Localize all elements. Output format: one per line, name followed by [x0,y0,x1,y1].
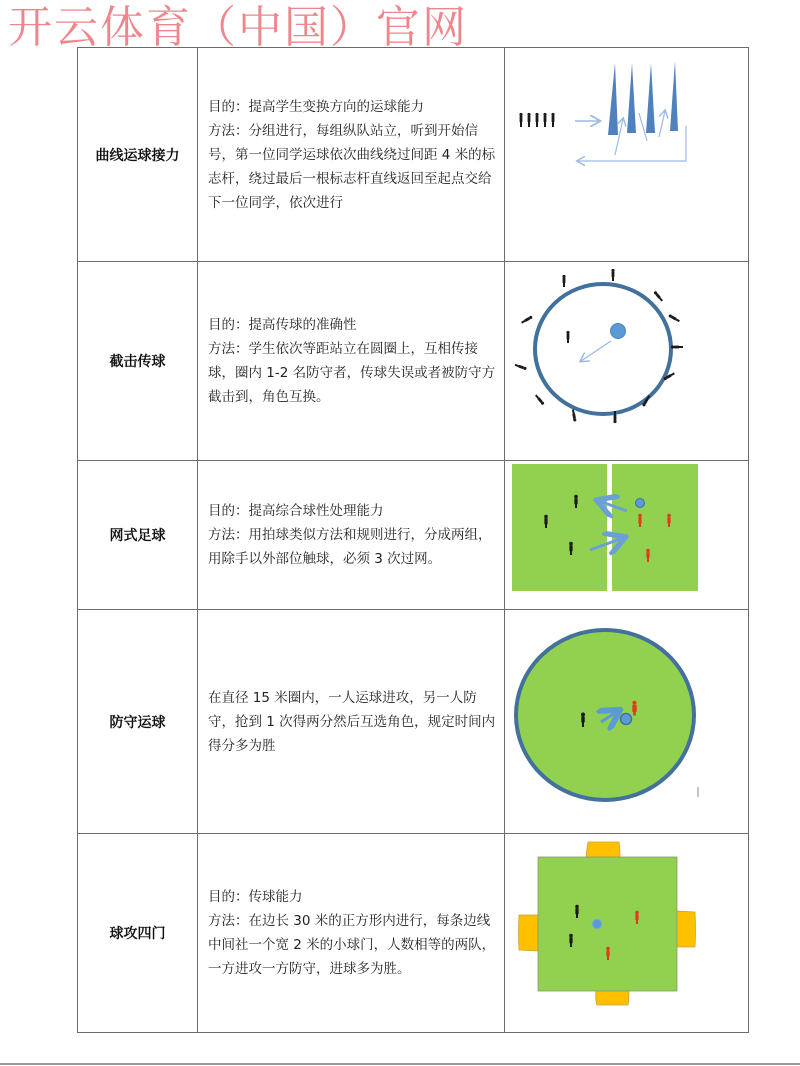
passing-circle-diagram [505,263,748,460]
drill-description [198,461,505,610]
ball-icon [593,919,602,928]
table-row [78,262,749,461]
ball-icon [611,323,626,338]
court-right [612,464,698,591]
ball-icon [621,713,632,724]
table-row [78,461,749,610]
drill-diagram [505,461,749,610]
drill-name: 球攻四门 [78,834,198,1033]
drill-name: 防守运球 [78,610,198,834]
drill-description [198,48,505,262]
drill-description [198,610,505,834]
drill-purpose: 目的：提高学生变换方向的运球能力 [208,98,424,115]
player-queue-icon [519,112,554,126]
drill-method: 方法：用拍球类似方法和规则进行，分成两组，用除手以外部位触球，必须 3 次过网。 [208,527,492,567]
drill-description [198,834,505,1033]
circle-field [516,630,694,800]
drill-diagram [505,610,749,834]
cone-slalom-diagram [505,49,748,261]
court-left [512,464,607,591]
drills-table [77,47,749,1033]
net-court-diagram [505,462,748,609]
dribble-circle-diagram [505,611,748,833]
drill-name: 截击传球 [78,262,198,461]
drill-diagram [505,48,749,262]
four-goal-square-diagram [505,835,748,1032]
drill-name: 网式足球 [78,461,198,610]
square-field [538,857,677,991]
drill-diagram [505,834,749,1033]
watermark-text: 开云体育（中国）官网 [8,2,468,53]
table-row [78,834,749,1033]
table-row [78,48,749,262]
drill-name: 曲线运球接力 [78,48,198,262]
drill-method: 方法：分组进行，每组纵队站立，听到开始信号，第一位同学运球依次曲线绕过间距 4 米的标志杆，绕过最后一根标志杆直线返回至起点交给下一位同学，依次进行 [208,122,496,211]
drill-purpose: 目的：传球能力 [208,889,303,905]
drill-purpose: 目的：提高传球的准确性 [208,317,357,333]
drill-method: 方法：在边长 30 米的正方形内进行，每条边线中间社一个宽 2 米的小球门，人数相等的两队，一方进攻一方防守，进球多为胜。 [208,913,496,977]
ball-icon [636,498,645,507]
drill-description [198,262,505,461]
circle-boundary [535,284,671,414]
drill-method: 方法：学生依次等距站立在圆圈上，互相传接球，圈内 1-2 名防守者，传球失误或者被防守方截击到，角色互换。 [208,341,496,405]
drill-method: 在直径 15 米圈内，一人运球进攻，另一人防守，抢到 1 次得两分然后互选角色，规定时间内得分多为胜 [208,689,496,754]
cone-icon [608,61,678,135]
page-bottom-divider [0,1063,800,1065]
drill-purpose: 目的：提高综合球性处理能力 [208,503,384,519]
drill-diagram [505,262,749,461]
table-row [78,610,749,834]
